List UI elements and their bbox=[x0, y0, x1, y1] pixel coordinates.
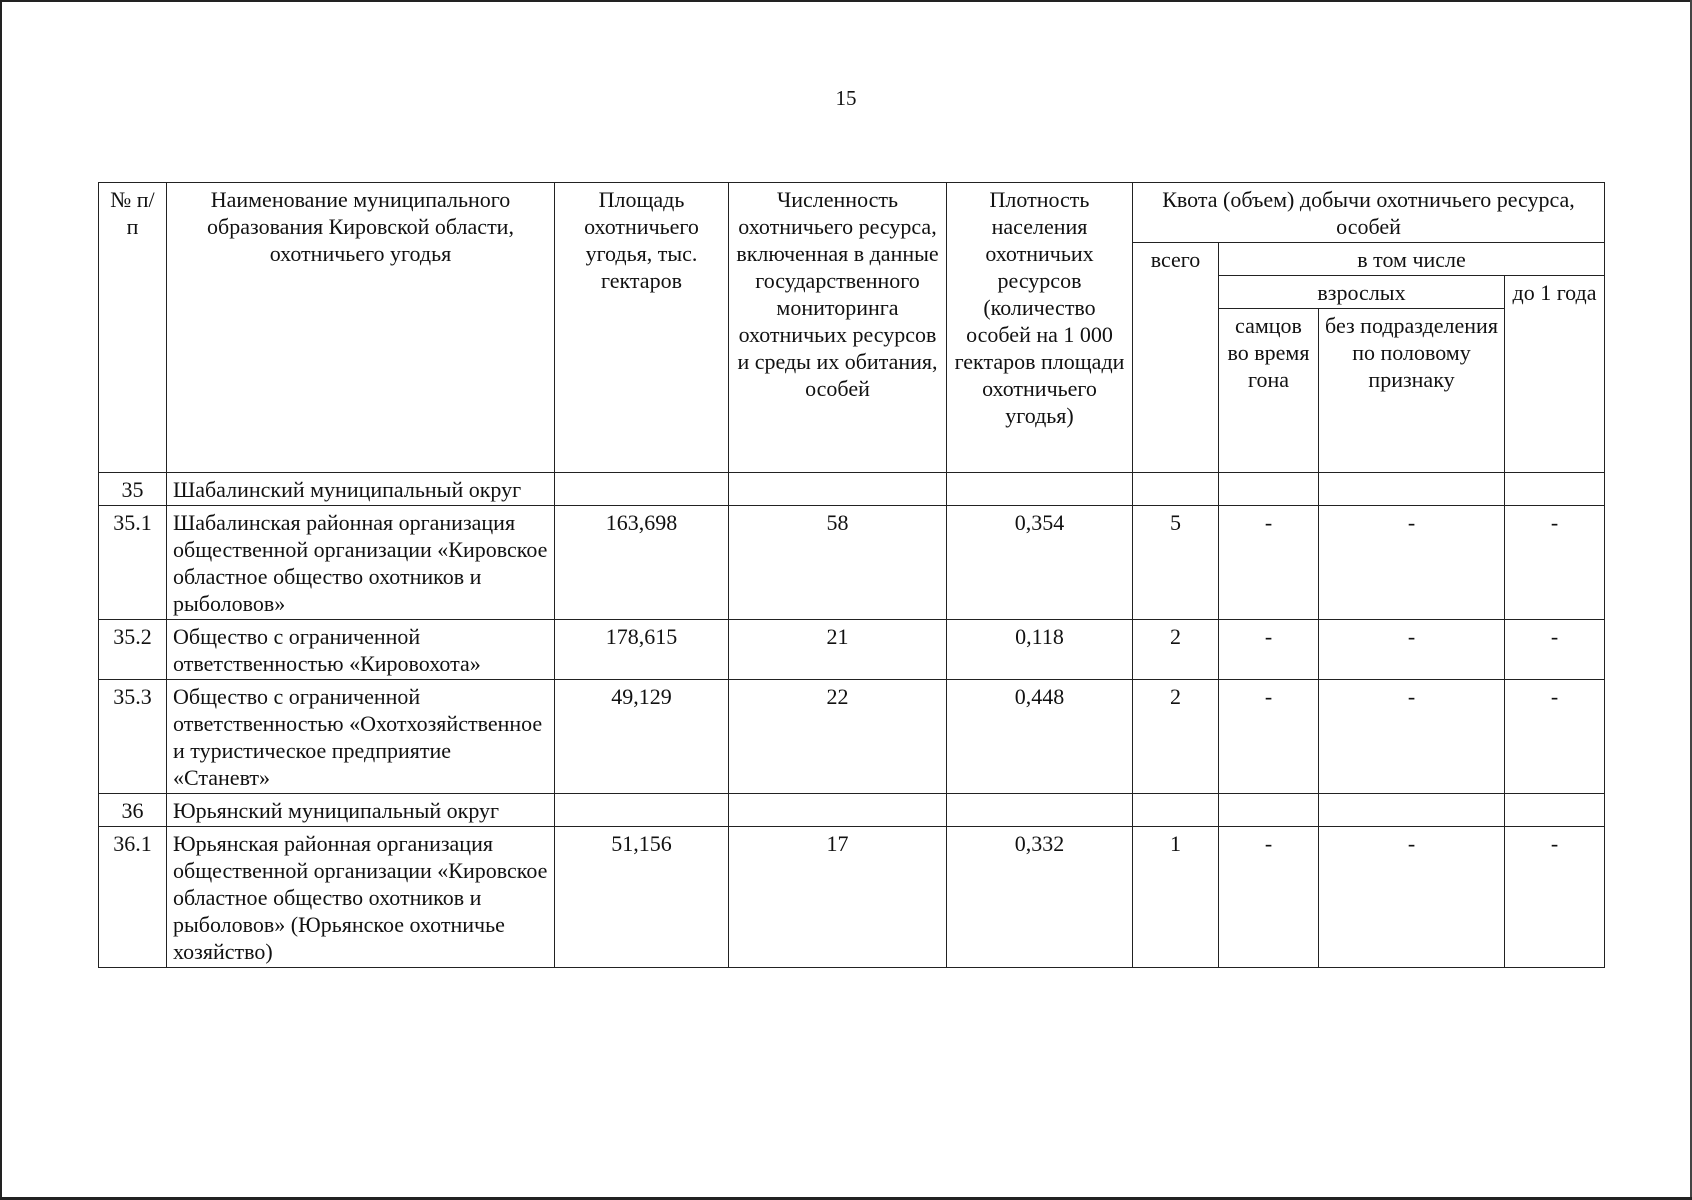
cell-nosex bbox=[1319, 794, 1505, 827]
cell-total bbox=[1133, 473, 1219, 506]
cell-males: - bbox=[1219, 680, 1319, 794]
header-count: Численность охотничьего ресурса, включенная в данные государственного мониторинга охотничьих ресурсов и среды их обитания, особей bbox=[729, 183, 947, 473]
cell-count: 21 bbox=[729, 620, 947, 680]
cell-young bbox=[1505, 473, 1605, 506]
cell-num: 35.2 bbox=[99, 620, 167, 680]
cell-density: 0,332 bbox=[947, 827, 1133, 968]
cell-name: Шабалинская районная организация общественной организации «Кировское областное общество охотников и рыболовов» bbox=[167, 506, 555, 620]
header-area: Площадь охотничьего угодья, тыс. гектаров bbox=[555, 183, 729, 473]
quota-table bbox=[98, 182, 1605, 968]
cell-nosex: - bbox=[1319, 680, 1505, 794]
cell-count bbox=[729, 794, 947, 827]
header-adults: взрослых bbox=[1219, 276, 1505, 309]
cell-density: 0,354 bbox=[947, 506, 1133, 620]
cell-density: 0,118 bbox=[947, 620, 1133, 680]
header-no-sex-division: без подразделения по половому признаку bbox=[1319, 309, 1505, 473]
cell-name: Общество с ограниченной ответственностью «Охотхозяйственное и туристическое предприятие «Станевт» bbox=[167, 680, 555, 794]
header-including: в том числе bbox=[1219, 243, 1605, 276]
cell-name: Общество с ограниченной ответственностью «Кировохота» bbox=[167, 620, 555, 680]
cell-name: Юрьянский муниципальный округ bbox=[167, 794, 555, 827]
cell-density: 0,448 bbox=[947, 680, 1133, 794]
cell-name: Шабалинский муниципальный округ bbox=[167, 473, 555, 506]
table-row bbox=[99, 506, 1605, 620]
cell-num: 35.3 bbox=[99, 680, 167, 794]
table-body bbox=[99, 473, 1605, 968]
cell-num: 35 bbox=[99, 473, 167, 506]
cell-count: 17 bbox=[729, 827, 947, 968]
cell-males bbox=[1219, 473, 1319, 506]
cell-total: 1 bbox=[1133, 827, 1219, 968]
cell-young: - bbox=[1505, 827, 1605, 968]
cell-males: - bbox=[1219, 620, 1319, 680]
cell-males: - bbox=[1219, 506, 1319, 620]
table-row bbox=[99, 620, 1605, 680]
scan-edge-left bbox=[0, 0, 2, 1200]
table-row bbox=[99, 680, 1605, 794]
page-number: 15 bbox=[835, 86, 857, 110]
cell-total: 2 bbox=[1133, 620, 1219, 680]
cell-density bbox=[947, 473, 1133, 506]
header-under-one-year: до 1 года bbox=[1505, 276, 1605, 473]
cell-area bbox=[555, 794, 729, 827]
table-row bbox=[99, 827, 1605, 968]
header-density: Плотность населения охотничьих ресурсов (количество особей на 1 000 гектаров площади охотничьего угодья) bbox=[947, 183, 1133, 473]
cell-total bbox=[1133, 794, 1219, 827]
cell-num: 36 bbox=[99, 794, 167, 827]
scan-edge-top bbox=[0, 0, 1692, 2]
cell-young: - bbox=[1505, 620, 1605, 680]
cell-area: 51,156 bbox=[555, 827, 729, 968]
table-row bbox=[99, 794, 1605, 827]
header-num: № п/п bbox=[99, 183, 167, 473]
table-header bbox=[99, 183, 1605, 473]
cell-num: 35.1 bbox=[99, 506, 167, 620]
cell-total: 5 bbox=[1133, 506, 1219, 620]
cell-count: 22 bbox=[729, 680, 947, 794]
header-total: всего bbox=[1133, 243, 1219, 473]
cell-density bbox=[947, 794, 1133, 827]
cell-count bbox=[729, 473, 947, 506]
cell-nosex bbox=[1319, 473, 1505, 506]
cell-young: - bbox=[1505, 506, 1605, 620]
cell-nosex: - bbox=[1319, 827, 1505, 968]
cell-area: 178,615 bbox=[555, 620, 729, 680]
cell-count: 58 bbox=[729, 506, 947, 620]
cell-males bbox=[1219, 794, 1319, 827]
cell-young: - bbox=[1505, 680, 1605, 794]
header-quota: Квота (объем) добычи охотничьего ресурса, особей bbox=[1133, 183, 1605, 243]
cell-males: - bbox=[1219, 827, 1319, 968]
table-row bbox=[99, 473, 1605, 506]
cell-nosex: - bbox=[1319, 506, 1505, 620]
cell-name: Юрьянская районная организация общественной организации «Кировское областное общество охотников и рыболовов» (Юрьянское охотничье хозяйство) bbox=[167, 827, 555, 968]
cell-area bbox=[555, 473, 729, 506]
cell-nosex: - bbox=[1319, 620, 1505, 680]
cell-num: 36.1 bbox=[99, 827, 167, 968]
cell-area: 163,698 bbox=[555, 506, 729, 620]
cell-area: 49,129 bbox=[555, 680, 729, 794]
cell-young bbox=[1505, 794, 1605, 827]
cell-total: 2 bbox=[1133, 680, 1219, 794]
header-males-rut: самцов во время гона bbox=[1219, 309, 1319, 473]
header-name: Наименование муниципального образования Кировской области, охотничьего угодья bbox=[167, 183, 555, 473]
